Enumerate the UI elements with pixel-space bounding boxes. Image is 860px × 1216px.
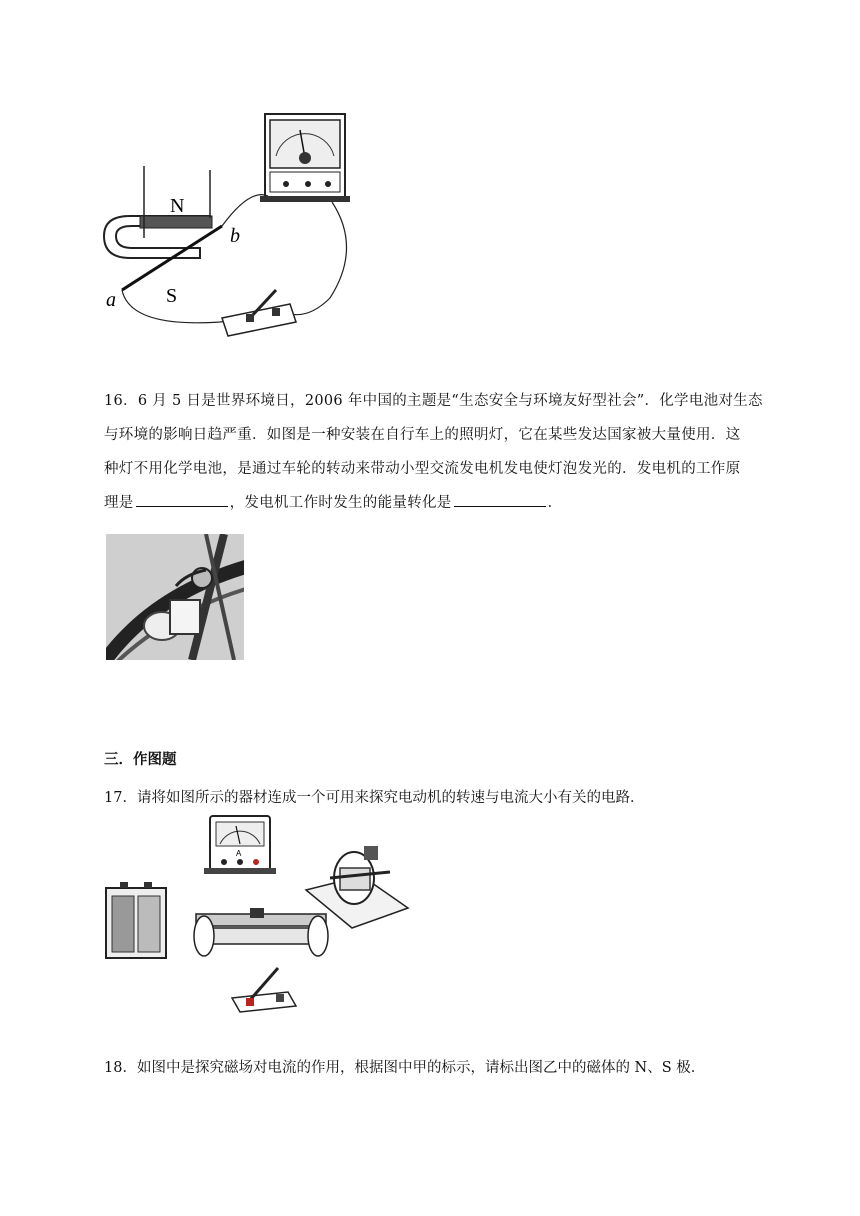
q16-line-2: 与环境的影响日趋严重．如图是一种安装在自行车上的照明灯，它在某些发达国家被大量使用．这 xyxy=(104,427,741,443)
label-b: b xyxy=(230,225,240,247)
label-n: N xyxy=(170,195,185,217)
label-a: a xyxy=(106,289,116,311)
knife-switch-icon xyxy=(232,968,296,1012)
q16-line-3: 种灯不用化学电池，是通过车轮的转动来带动小型交流发电机发电使灯泡发光的．发电机的工作原 xyxy=(104,461,741,477)
q16-line-1: 16．6 月 5 日是世界环境日，2006 年中国的主题是“生态安全与环境友好型社会”．化学电池对生态 xyxy=(104,393,763,409)
answer-blank-2[interactable] xyxy=(454,492,546,507)
answer-blank-1[interactable] xyxy=(136,492,228,507)
question-18: 18．如图中是探究磁场对电流的作用，根据图中甲的标示，请标出图乙中的磁体的 N、S 极． xyxy=(104,1060,706,1076)
battery-icon xyxy=(106,882,166,958)
switch-icon xyxy=(222,290,296,336)
figure-bicycle-dynamo xyxy=(106,534,244,660)
question-17: 17．请将如图所示的器材连成一个可用来探究电动机的转速与电流大小有关的电路． xyxy=(104,790,645,806)
ammeter-icon xyxy=(204,816,276,874)
galvanometer-icon xyxy=(260,114,350,202)
rheostat-icon xyxy=(194,908,328,956)
q16-line-4c: ． xyxy=(547,495,563,511)
question-16 xyxy=(104,384,764,520)
section-heading: 三．作图题 xyxy=(104,752,177,768)
figure-apparatus xyxy=(100,812,412,1014)
label-s: S xyxy=(166,285,178,307)
q16-line-4b: ，发电机工作时发生的能量转化是 xyxy=(229,495,452,511)
figure-magnet-circuit xyxy=(100,108,360,344)
q16-line-4a: 理是 xyxy=(104,495,134,511)
ammeter-letter: A xyxy=(236,849,242,858)
